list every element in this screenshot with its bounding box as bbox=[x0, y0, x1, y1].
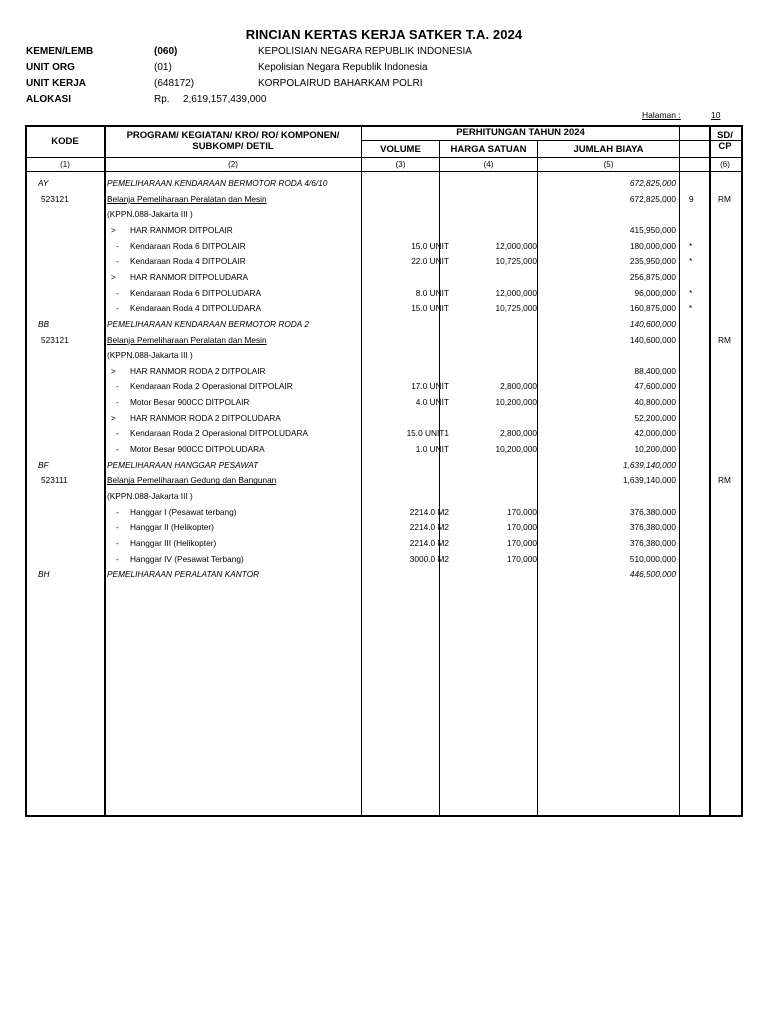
cell-jumlah-biaya: 376,380,000 bbox=[629, 506, 676, 517]
header-code: Rp. bbox=[154, 94, 170, 105]
colnum-3: (3) bbox=[395, 160, 406, 169]
cell-program: Kendaraan Roda 2 Operasional DITPOLAIR bbox=[130, 381, 293, 392]
header-volume: VOLUME bbox=[380, 144, 421, 155]
table-row-detil bbox=[25, 379, 743, 395]
table-row-detil bbox=[25, 239, 743, 255]
cell-marker: - bbox=[116, 287, 119, 298]
header-program: PROGRAM/ KEGIATAN/ KRO/ RO/ KOMPONEN/ SUBKOMP/ DETIL bbox=[126, 130, 340, 152]
cell-jumlah-biaya: 235,950,000 bbox=[629, 256, 676, 267]
cell-marker: - bbox=[116, 553, 119, 564]
cell-volume: 1.0 UNIT bbox=[415, 444, 449, 455]
cell-jumlah-biaya: 180,000,000 bbox=[629, 240, 676, 251]
cell-harga-satuan: 170,000 bbox=[507, 506, 537, 517]
cell-jumlah-biaya: 376,380,000 bbox=[629, 537, 676, 548]
cell-program: Hanggar III (Helikopter) bbox=[130, 537, 217, 548]
cell-jumlah-biaya: 52,200,000 bbox=[634, 412, 676, 423]
colnum-6: (6) bbox=[720, 160, 730, 169]
header-perhitungan: PERHITUNGAN TAHUN 2024 bbox=[456, 127, 585, 138]
cell-program: HAR RANMOR DITPOLUDARA bbox=[130, 271, 249, 282]
table-row-detil bbox=[25, 442, 743, 458]
cell-program: Kendaraan Roda 4 DITPOLUDARA bbox=[130, 303, 261, 314]
cell-harga-satuan: 10,200,000 bbox=[495, 397, 537, 408]
cell-cp: RM bbox=[718, 475, 731, 486]
cell-marker: - bbox=[116, 303, 119, 314]
cell-harga-satuan: 10,725,000 bbox=[495, 303, 537, 314]
table-row-detil bbox=[25, 505, 743, 521]
table-row-detil bbox=[25, 395, 743, 411]
header-bottom-line bbox=[25, 157, 743, 158]
cell-program: Motor Besar 900CC DITPOLAIR bbox=[130, 397, 250, 408]
header-value: Kepolisian Negara Republik Indonesia bbox=[258, 62, 428, 73]
perhitungan-divider bbox=[362, 140, 743, 141]
cell-kode: 523121 bbox=[41, 193, 69, 204]
cell-harga-satuan: 10,200,000 bbox=[495, 444, 537, 455]
cell-marker: > bbox=[111, 271, 116, 282]
colnum-4: (4) bbox=[483, 160, 494, 169]
table-row-komponen bbox=[25, 458, 743, 474]
table-row-detil bbox=[25, 301, 743, 317]
cell-marker: > bbox=[111, 412, 116, 423]
cell-jumlah-biaya: 446,500,000 bbox=[629, 569, 676, 580]
cell-program: (KPPN.088-Jakarta III ) bbox=[107, 491, 193, 501]
cell-marker: - bbox=[116, 428, 119, 439]
cell-program: (KPPN.088-Jakarta III ) bbox=[107, 209, 193, 220]
cell-kode: 523121 bbox=[41, 334, 69, 345]
cell-jumlah-biaya: 415,950,000 bbox=[629, 224, 676, 235]
cell-volume: 8.0 UNIT bbox=[415, 287, 449, 298]
cell-jumlah-biaya: 672,825,000 bbox=[629, 178, 676, 188]
cell-program: Belanja Pemeliharaan Peralatan dan Mesin bbox=[107, 193, 267, 204]
cell-jumlah-biaya: 510,000,000 bbox=[629, 553, 676, 564]
document-title: RINCIAN KERTAS KERJA SATKER T.A. 2024 bbox=[245, 27, 523, 42]
cell-program: HAR RANMOR DITPOLAIR bbox=[130, 224, 233, 235]
cell-marker: - bbox=[116, 537, 119, 548]
cell-sd: * bbox=[689, 240, 693, 251]
table-row-detil bbox=[25, 286, 743, 302]
cell-volume: 15.0 UNIT1 bbox=[406, 428, 449, 439]
cell-volume: 15.0 UNIT bbox=[411, 240, 449, 251]
header-row bbox=[26, 76, 726, 92]
cell-program: Belanja Pemeliharaan Peralatan dan Mesin bbox=[107, 334, 267, 345]
cell-program: PEMELIHARAAN KENDARAAN BERMOTOR RODA 2 bbox=[107, 318, 309, 329]
cell-jumlah-biaya: 10,200,000 bbox=[634, 444, 676, 455]
cell-sd: 9 bbox=[689, 193, 694, 204]
cell-marker: > bbox=[111, 224, 116, 235]
cell-volume: 3000.0 M2 bbox=[409, 553, 449, 564]
cell-kode: BH bbox=[38, 569, 50, 580]
header-value: KORPOLAIRUD BAHARKAM POLRI bbox=[258, 78, 423, 89]
cell-harga-satuan: 170,000 bbox=[507, 522, 537, 533]
table-row-komponen bbox=[25, 317, 743, 333]
cell-marker: - bbox=[116, 256, 119, 267]
cell-marker: - bbox=[116, 522, 119, 533]
table-row-detil bbox=[25, 254, 743, 270]
table-row-sub bbox=[25, 364, 743, 380]
cell-volume: 15.0 UNIT bbox=[411, 303, 449, 314]
table-row-kppn bbox=[25, 207, 743, 223]
cell-sd: * bbox=[689, 287, 693, 298]
cell-cp: RM bbox=[718, 193, 731, 204]
cell-jumlah-biaya: 160,875,000 bbox=[629, 303, 676, 314]
cell-marker: - bbox=[116, 381, 119, 392]
cell-marker: - bbox=[116, 240, 119, 251]
cell-program: HAR RANMOR RODA 2 DITPOLUDARA bbox=[130, 412, 281, 423]
halaman-label: Halaman : bbox=[642, 110, 681, 120]
header-value: 2,619,157,439,000 bbox=[183, 94, 267, 105]
header-label: UNIT KERJA bbox=[26, 78, 87, 89]
header-row bbox=[26, 92, 726, 108]
cell-kode: 523111 bbox=[41, 475, 68, 486]
cell-jumlah-biaya: 376,380,000 bbox=[629, 522, 676, 533]
cell-volume: 22.0 UNIT bbox=[411, 256, 449, 267]
cell-program: Hanggar II (Helikopter) bbox=[130, 522, 214, 533]
table-row-detil bbox=[25, 520, 743, 536]
header-label: ALOKASI bbox=[26, 94, 71, 105]
cell-volume: 2214.0 M2 bbox=[409, 537, 449, 548]
cell-program: Kendaraan Roda 6 DITPOLUDARA bbox=[130, 287, 261, 298]
cell-jumlah-biaya: 42,000,000 bbox=[634, 428, 676, 439]
cell-marker: > bbox=[111, 365, 116, 376]
header-kode: KODE bbox=[51, 136, 79, 147]
cell-cp: RM bbox=[718, 334, 731, 345]
header-row bbox=[26, 60, 726, 76]
cell-harga-satuan: 10,725,000 bbox=[495, 256, 537, 267]
cell-jumlah-biaya: 140,600,000 bbox=[629, 318, 676, 329]
table-row-detil bbox=[25, 536, 743, 552]
halaman-number: 10 bbox=[711, 110, 721, 120]
table-row-detil bbox=[25, 426, 743, 442]
cell-jumlah-biaya: 88,400,000 bbox=[634, 365, 676, 376]
budget-table bbox=[25, 125, 743, 817]
cell-program: PEMELIHARAAN PERALATAN KANTOR bbox=[107, 569, 260, 580]
cell-marker: - bbox=[116, 506, 119, 517]
cell-jumlah-biaya: 40,800,000 bbox=[634, 397, 676, 408]
table-row-sub bbox=[25, 411, 743, 427]
header-code: (060) bbox=[154, 46, 178, 57]
cell-volume: 4.0 UNIT bbox=[415, 397, 449, 408]
cell-kode: BF bbox=[38, 459, 49, 470]
table-row-sub bbox=[25, 223, 743, 239]
header-row bbox=[26, 44, 726, 60]
table-bottom-border bbox=[25, 815, 743, 817]
table-row-sub bbox=[25, 270, 743, 286]
cell-jumlah-biaya: 672,825,000 bbox=[629, 193, 676, 204]
table-row-akun bbox=[25, 192, 743, 208]
cell-jumlah-biaya: 1,639,140,000 bbox=[622, 475, 676, 486]
header-harga-satuan: HARGA SATUAN bbox=[450, 144, 527, 155]
cell-harga-satuan: 170,000 bbox=[507, 553, 537, 564]
table-row-akun bbox=[25, 473, 743, 489]
colnum-bottom-line bbox=[25, 171, 743, 172]
cell-sd: * bbox=[689, 303, 693, 314]
table-row-komponen bbox=[25, 176, 743, 192]
header-code: (01) bbox=[154, 62, 172, 73]
cell-volume: 2214.0 M2 bbox=[409, 506, 449, 517]
cell-marker: - bbox=[116, 444, 119, 455]
colnum-2: (2) bbox=[228, 160, 238, 169]
cell-kode: BB bbox=[38, 318, 50, 329]
cell-program: Hanggar IV (Pesawat Terbang) bbox=[130, 553, 244, 564]
cell-marker: - bbox=[116, 397, 119, 408]
colnum-1: (1) bbox=[60, 160, 70, 169]
header-sdcp: SD/ CP bbox=[717, 130, 733, 152]
cell-kode: AY bbox=[38, 178, 49, 188]
table-row-detil bbox=[25, 552, 743, 568]
cell-harga-satuan: 170,000 bbox=[507, 537, 537, 548]
cell-program: HAR RANMOR RODA 2 DITPOLAIR bbox=[130, 365, 266, 376]
cell-program: Kendaraan Roda 2 Operasional DITPOLUDARA bbox=[130, 428, 309, 439]
cell-program: Hanggar I (Pesawat terbang) bbox=[130, 506, 237, 517]
cell-volume: 2214.0 M2 bbox=[409, 522, 449, 533]
header-code: (648172) bbox=[154, 78, 195, 89]
cell-program: (KPPN.088-Jakarta III ) bbox=[107, 350, 193, 361]
cell-harga-satuan: 2,800,000 bbox=[500, 381, 537, 392]
header-label: UNIT ORG bbox=[26, 62, 75, 73]
header-jumlah-biaya: JUMLAH BIAYA bbox=[573, 144, 644, 155]
cell-program: Kendaraan Roda 4 DITPOLAIR bbox=[130, 256, 246, 267]
table-row-kppn bbox=[25, 348, 743, 364]
cell-jumlah-biaya: 140,600,000 bbox=[629, 334, 676, 345]
header-value: KEPOLISIAN NEGARA REPUBLIK INDONESIA bbox=[258, 46, 472, 57]
cell-harga-satuan: 2,800,000 bbox=[500, 428, 537, 439]
cell-jumlah-biaya: 256,875,000 bbox=[629, 271, 676, 282]
cell-program: Motor Besar 900CC DITPOLUDARA bbox=[130, 444, 265, 455]
cell-volume: 17.0 UNIT bbox=[411, 381, 449, 392]
cell-program: Belanja Pemeliharaan Gedung dan Bangunan bbox=[107, 475, 277, 486]
header-label: KEMEN/LEMB bbox=[26, 46, 94, 57]
cell-jumlah-biaya: 47,600,000 bbox=[634, 381, 676, 392]
cell-sd: * bbox=[689, 256, 693, 267]
cell-program: PEMELIHARAAN HANGGAR PESAWAT bbox=[107, 459, 259, 470]
table-row-akun bbox=[25, 333, 743, 349]
table-row-kppn bbox=[25, 489, 743, 505]
cell-program: PEMELIHARAAN KENDARAAN BERMOTOR RODA 4/6/10 bbox=[107, 178, 328, 188]
cell-harga-satuan: 12,000,000 bbox=[495, 240, 537, 251]
cell-harga-satuan: 12,000,000 bbox=[495, 287, 537, 298]
cell-jumlah-biaya: 96,000,000 bbox=[634, 287, 676, 298]
colnum-5: (5) bbox=[603, 160, 614, 169]
cell-program: Kendaraan Roda 6 DITPOLAIR bbox=[130, 240, 246, 251]
cell-jumlah-biaya: 1,639,140,000 bbox=[622, 459, 676, 470]
table-row-komponen bbox=[25, 567, 743, 583]
